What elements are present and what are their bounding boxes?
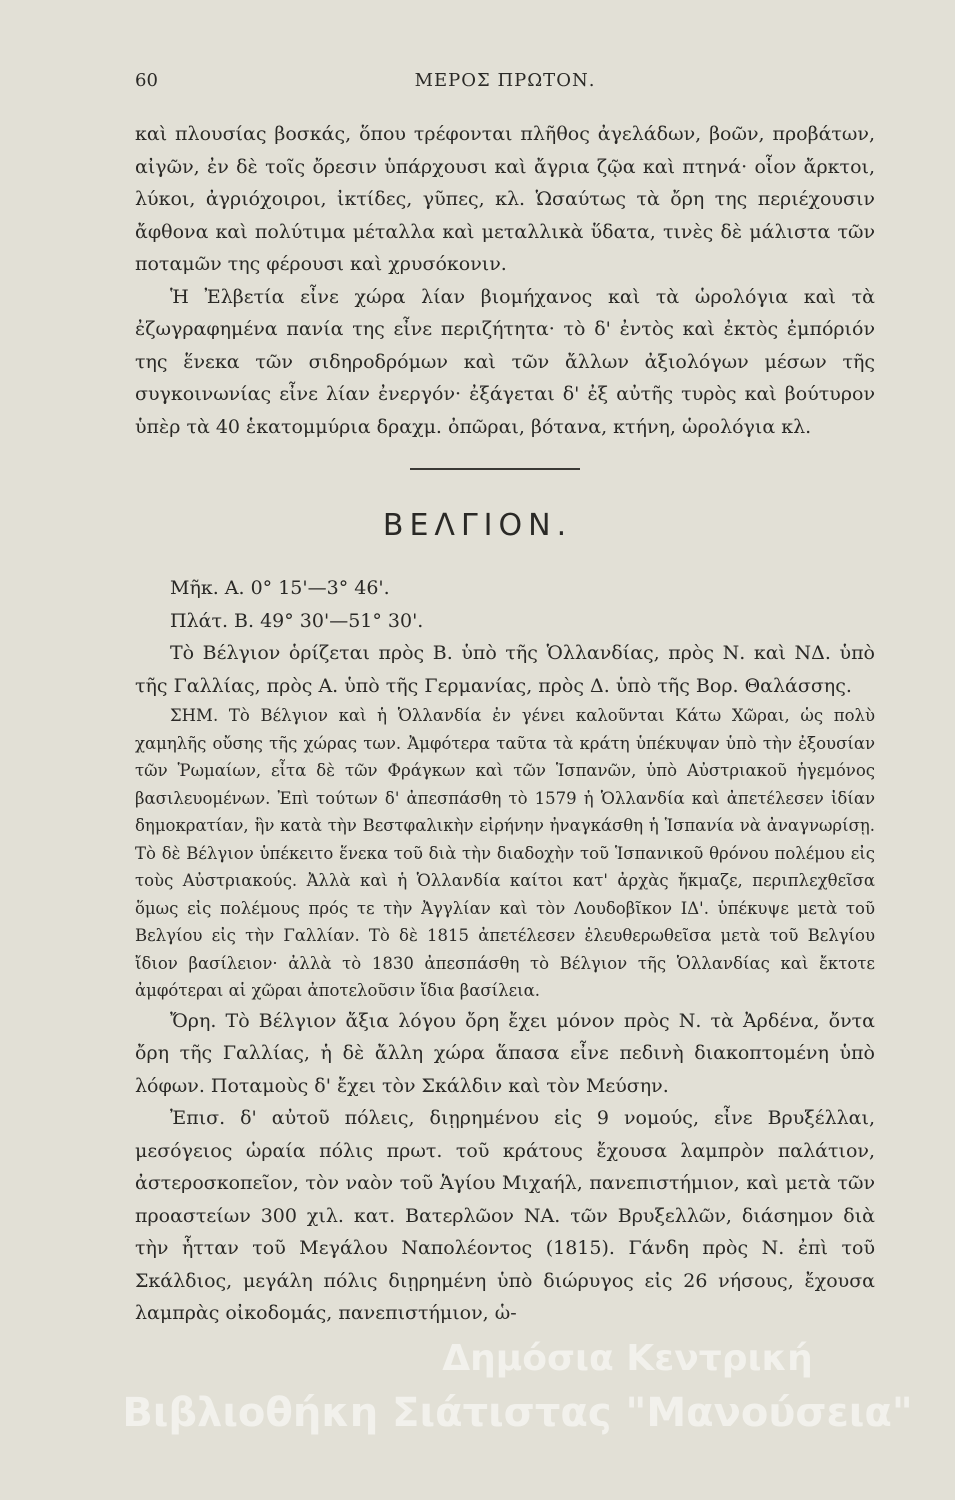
- note-paragraph: ΣΗΜ. Τὸ Βέλγιον καὶ ἡ Ὁλλανδία ἐν γένει καλοῦνται Κάτω Χῶραι, ὡς πολὺ χαμηλῆς οὔσης τῆς χώρας των. Ἀμφότερα ταῦτα τὰ κράτη ὑπέκυψαν ὑπὸ τὴν ἐξουσίαν τῶν Ῥωμαίων, εἶτα δὲ τῶν Φράγκων καὶ τῶν Ἱσπανῶν, ὑπὸ Αὐστριακοῦ ἡγεμόνος βασιλευομένων. Ἐπὶ τούτων δ' ἀπεσπάσθη τὸ 1579 ἡ Ὁλλανδία καὶ ἀπετέλεσεν ἰδίαν δημοκρατίαν, ἣν κατὰ τὴν Βεστφαλικὴν εἰρήνην ἠναγκάσθη ἡ Ἱσπανία νὰ ἀναγνωρίσῃ. Τὸ δὲ Βέλγιον ὑπέκειτο ἕνεκα τοῦ διὰ τὴν διαδοχὴν τοῦ Ἱσπανικοῦ θρόνου πολέμου εἰς τοὺς Αὐστριακούς. Ἀλλὰ καὶ ἡ Ὁλλανδία καίτοι κατ' ἀρχὰς ἤκμαζε, περιπλεχθεῖσα ὅμως εἰς πολέμους πρός τε τὴν Ἀγγλίαν καὶ τὸν Λουδοβῖκον ΙΔ'. ὑπέκυψε μετὰ τοῦ Βελγίου εἰς τὴν Γαλλίαν. Τὸ δὲ 1815 ἀπετέλεσεν ἐλευθερωθεῖσα μετὰ τοῦ Βελγίου ἴδιον βασίλειον· ἀλλὰ τὸ 1830 ἀπεσπάσθη τὸ Βέλγιον τῆς Ὁλλανδίας καὶ ἔκτοτε ἀμφότεραι αἱ χῶραι ἀποτελοῦσιν ἴδια βασίλεια.: [135, 706, 875, 1000]
- latitude: Πλάτ. Β. 49° 30'—51° 30'.: [170, 609, 424, 632]
- paragraph-industry: Ἡ Ἐλβετία εἶνε χώρα λίαν βιομήχανος καὶ τὰ ὡρολόγια καὶ τὰ ἐζωγραφημένα πανία της εἶνε περιζήτητα· τὸ δ' ἐντὸς καὶ ἐκτὸς ἐμπόριόν της ἕνεκα τῶν σιδηροδρόμων καὶ τῶν ἄλλων ἀξιολόγων μέσων τῆς συγκοινωνίας εἶνε λίαν ἐνεργόν· ἐξάγεται δ' ἐξ αὐτῆς τυρὸς καὶ βούτυρον ὑπὲρ τὰ 40 ἑκατομμύρια δραχμ. ὀπῶραι, βότανα, κτήνη, ὡρολόγια κλ.: [135, 285, 875, 438]
- mountains-paragraph: Ὄρη. Τὸ Βέλγιον ἄξια λόγου ὄρη ἔχει μόνον πρὸς Ν. τὰ Ἀρδένα, ὄντα ὄρη τῆς Γαλλίας, ἡ δὲ ἄλλη χώρα ἅπασα εἶνε πεδινὴ διακοπτομένη ὑπὸ λόφων. Ποταμοὺς δ' ἔχει τὸν Σκάλδιν καὶ τὸν Μεύσην.: [135, 1009, 875, 1097]
- running-title: ΜΕΡΟΣ ΠΡΩΤΟΝ.: [414, 70, 596, 91]
- page-number: 60: [135, 70, 158, 91]
- cities-paragraph: Ἐπισ. δ' αὐτοῦ πόλεις, διῃρημένου εἰς 9 νομούς, εἶνε Βρυξέλλαι, μεσόγειος ὡραία πόλις πρωτ. τοῦ κράτους ἔχουσα λαμπρὸν παλάτιον, ἀστεροσκοπεῖον, τὸν ναὸν τοῦ Ἁγίου Μιχαήλ, πανεπιστήμιον, καὶ μετὰ τῶν προαστείων 300 χιλ. κατ. Βατερλῶον ΝΑ. τῶν Βρυξελλῶν, διάσημον διὰ τὴν ἧτταν τοῦ Μεγάλου Ναπολέοντος (1815). Γάνδη πρὸς Ν. ἐπὶ τοῦ Σκάλδιος, μεγάλη πόλις διῃρημένη ὑπὸ διώρυγος εἰς 26 νήσους, ἔχουσα λαμπρὰς οἰκοδομάς, πανεπιστήμιον, ὡ-: [135, 1107, 875, 1324]
- longitude: Μῆκ. Α. 0° 15'—3° 46'.: [170, 577, 390, 599]
- paragraph-livestock: καὶ πλουσίας βοσκάς, ὅπου τρέφονται πλῆθος ἀγελάδων, βοῶν, προβάτων, αἰγῶν, ἐν δὲ τοῖς ὄρεσιν ὑπάρχουσι καὶ ἄγρια ζῷα καὶ πτηνά· οἷον ἄρκτοι, λύκοι, ἀγριόχοιροι, ἰκτίδες, γῦπες, κλ. Ὡσαύτως τὰ ὄρη της περιέχουσιν ἄφθονα καὶ πολύτιμα μέταλλα καὶ μεταλλικὰ ὕδατα, τινὲς δὲ μάλιστα τῶν ποταμῶν της φέρουσι καὶ χρυσόκονιν.: [135, 123, 875, 275]
- library-watermark-line2: Βιβλιοθήκη Σιάτιστας "Μανούσεια": [122, 1390, 913, 1436]
- intro-text: [135, 118, 875, 443]
- section-divider: [410, 468, 580, 470]
- page-header: [135, 70, 875, 100]
- library-watermark-line1: Δημόσια Κεντρική: [442, 1338, 813, 1379]
- belgium-text: [135, 572, 875, 1330]
- section-title: ΒΕΛΓΙΟΝ.: [382, 508, 573, 543]
- borders-paragraph: Τὸ Βέλγιον ὁρίζεται πρὸς Β. ὑπὸ τῆς Ὁλλανδίας, πρὸς Ν. καὶ ΝΔ. ὑπὸ τῆς Γαλλίας, πρὸς Α. ὑπὸ τῆς Γερμανίας, πρὸς Δ. ὑπὸ τῆς Βορ. Θαλάσσης.: [135, 642, 875, 697]
